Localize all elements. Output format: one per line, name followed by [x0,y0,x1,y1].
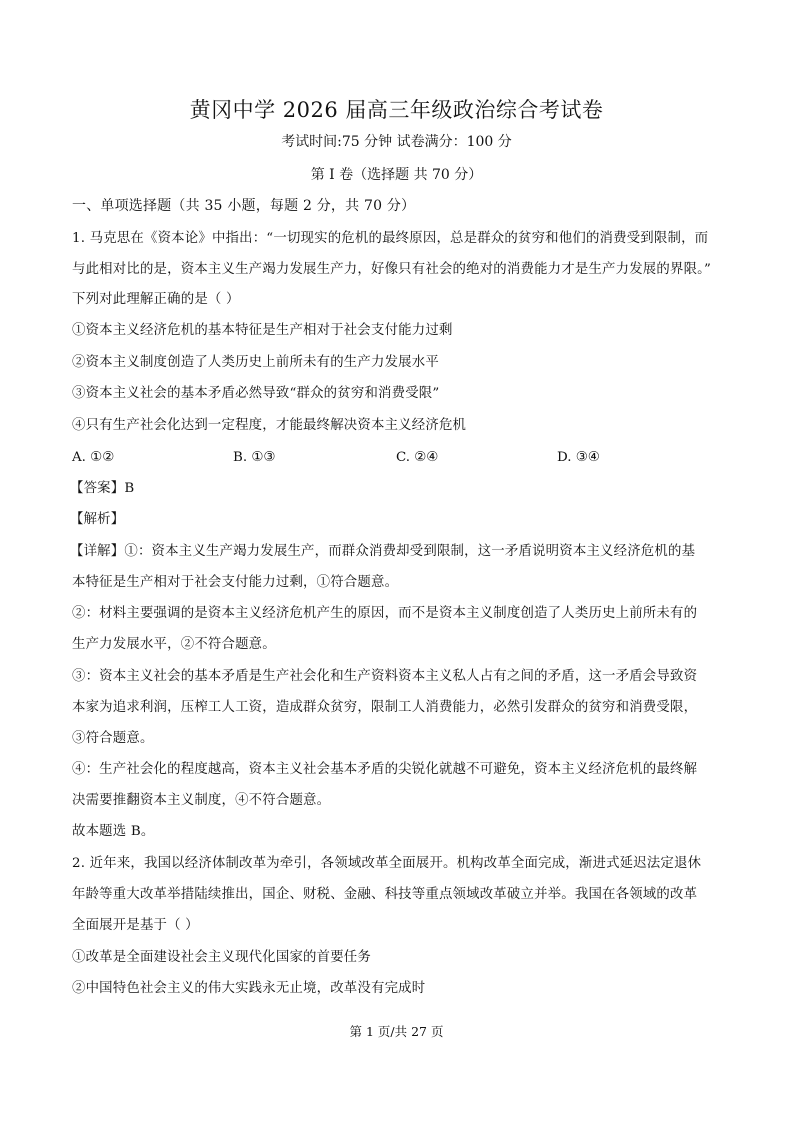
q1-statement: ①资本主义经济危机的基本特征是生产相对于社会支付能力过剩 [72,323,453,338]
q1-stem-line: 下列对此理解正确的是（ ） [72,292,240,307]
q2-statement: ①改革是全面建设社会主义现代化国家的首要任务 [72,950,371,965]
q1-explanation-line: ③：资本主义社会的基本矛盾是生产社会化和生产资料资本主义私人占有之间的矛盾，这一矛盾会导致资 [72,669,698,684]
volume-heading: 第 I 卷（选择题 共 70 分） [310,167,483,183]
q2-statement: ②中国特色社会主义的伟大实践永无止境，改革没有完成时 [72,981,426,996]
q1-option-a: A. ①② [72,450,115,465]
exam-title: 黄冈中学 2026 届高三年级政治综合考试卷 [189,98,604,122]
q1-answer: 【答案】B [70,481,135,496]
q1-statement: ③资本主义社会的基本矛盾必然导致“群众的贫穷和消费受限” [72,386,440,401]
q1-explanation-line: 本特征是生产相对于社会支付能力过剩，①符合题意。 [72,575,399,590]
q1-option-d: D. ③④ [557,450,600,465]
q1-explanation-line: 决需要推翻资本主义制度，④不符合题意。 [72,793,331,808]
section-heading: 一、单项选择题（共 35 小题，每题 2 分，共 70 分） [72,198,416,214]
page-number: 第 1 页/共 27 页 [349,1024,444,1039]
q2-stem-line: 年龄等重大改革举措陆续推出，国企、财税、金融、科技等重点领域改革破立并举。我国在各领域的改革 [72,887,698,902]
q1-stem-line: 与此相对比的是，资本主义生产竭力发展生产力，好像只有社会的绝对的消费能力才是生产力发展的界限。” [72,262,712,277]
q2-stem-line: 全面展开是基于（ ） [72,918,199,933]
q1-explanation-line: 【详解】①：资本主义生产竭力发展生产，而群众消费却受到限制，这一矛盾说明资本主义经济危机的基 [70,544,696,559]
q1-explanation-line: 本家为追求利润，压榨工人工资，造成群众贫穷，限制工人消费能力，必然引发群众的贫穷和消费受限， [72,700,698,715]
q1-statement: ④只有生产社会化达到一定程度，才能最终解决资本主义经济危机 [72,418,467,433]
q2-stem-line: 2. 近年来，我国以经济体制改革为牵引，各领域改革全面展开。机构改革全面完成，渐进式延迟法定退休 [72,856,702,871]
exam-info: 考试时间:75 分钟 试卷满分：100 分 [281,134,512,150]
q1-option-b: B. ①③ [233,450,276,465]
q1-option-c: C. ②④ [396,450,439,465]
q1-conclusion: 故本题选 B。 [72,824,155,839]
q1-explanation-line: ④：生产社会化的程度越高，资本主义社会基本矛盾的尖锐化就越不可避免，资本主义经济危机的最终解 [72,762,698,777]
q1-explanation-line: ③符合题意。 [72,731,154,746]
q1-explanation-line: ②：材料主要强调的是资本主义经济危机产生的原因，而不是资本主义制度创造了人类历史上前所未有的 [72,606,698,621]
q1-stem-line: 1. 马克思在《资本论》中指出：“一切现实的危机的最终原因，总是群众的贫穷和他们的消费受到限制，而 [72,231,709,246]
q1-statement: ②资本主义制度创造了人类历史上前所未有的生产力发展水平 [72,355,439,370]
q1-explanation-line: 生产力发展水平，②不符合题意。 [72,637,276,652]
q1-analysis-label: 【解析】 [70,512,125,527]
